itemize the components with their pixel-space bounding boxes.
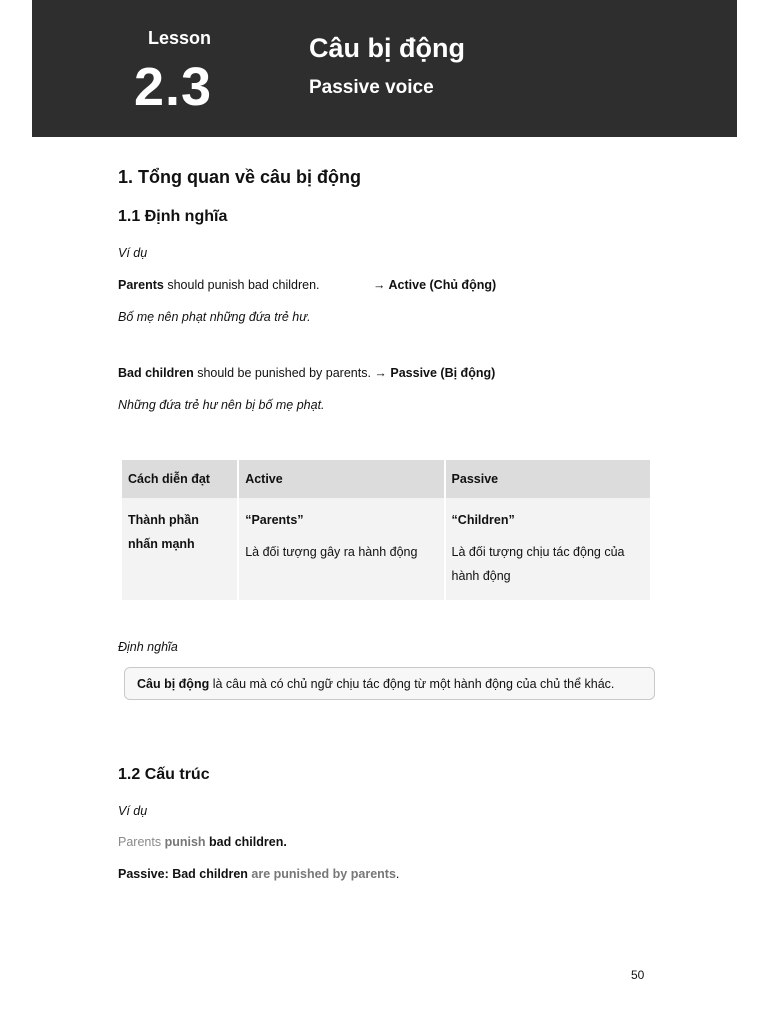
verb-word: punish: [161, 835, 206, 849]
object-words: bad children.: [205, 835, 287, 849]
active-tag: → Active (Chủ động): [373, 278, 497, 292]
structure-active-sentence: [118, 835, 287, 849]
passive-sentence-rest: should be punished by parents.: [193, 366, 375, 380]
active-subject: Parents: [118, 278, 164, 292]
lesson-title-english: Passive voice: [309, 77, 434, 98]
active-key: “Parents”: [245, 513, 304, 527]
lesson-header: [32, 0, 737, 137]
subsection-heading-definition: 1.1 Định nghĩa: [118, 208, 228, 225]
example-label-structure: Ví dụ: [118, 804, 148, 818]
passive-tag: → Passive (Bị động): [374, 366, 496, 380]
structure-passive-sentence: [118, 867, 399, 881]
table-header-cell: Passive: [446, 460, 650, 498]
lesson-title-vietnamese: Câu bị động: [309, 33, 465, 63]
table-header-cell: Active: [239, 460, 443, 498]
definition-term: Câu bị động: [137, 677, 210, 691]
page-number: 50: [631, 968, 645, 982]
active-translation: Bố mẹ nên phạt những đứa trẻ hư.: [118, 310, 311, 324]
lesson-number: 2.3: [134, 57, 213, 117]
passive-translation: Những đứa trẻ hư nên bị bố mẹ phạt.: [118, 398, 325, 412]
passive-prefix: Passive: Bad children: [118, 867, 248, 881]
active-sentence-rest: should punish bad children.: [163, 278, 320, 292]
passive-verb: are punished by: [247, 867, 348, 881]
passive-subject: Bad children: [118, 366, 194, 380]
section-heading-overview: 1. Tổng quan về câu bị động: [118, 167, 362, 187]
passive-description: Là đối tượng chịu tác động của hành động: [451, 545, 625, 583]
table-row: [122, 498, 650, 600]
subsection-heading-structure: 1.2 Cấu trúc: [118, 766, 210, 783]
passive-example-sentence: [118, 366, 495, 380]
definition-text: là câu mà có chủ ngữ chịu tác động từ một hành động của chủ thể khác.: [209, 677, 615, 691]
table-header-row: [122, 460, 650, 498]
agent-word: Parents: [118, 835, 162, 849]
table-cell-active: [239, 498, 443, 600]
table-cell-passive: [446, 498, 650, 600]
passive-agent: parents: [347, 867, 396, 881]
comparison-table: [120, 460, 652, 600]
lesson-label: Lesson: [148, 28, 212, 48]
passive-period: .: [395, 867, 400, 881]
passive-key: “Children”: [451, 513, 515, 527]
active-example-sentence: [118, 278, 398, 292]
example-label: Ví dụ: [118, 246, 148, 260]
table-row-label: Thành phần nhấn mạnh: [122, 498, 237, 600]
definition-box: [124, 667, 655, 700]
active-description: Là đối tượng gây ra hành động: [245, 545, 418, 559]
definition-label: Định nghĩa: [118, 640, 178, 654]
table-header-cell: Cách diễn đạt: [122, 460, 237, 498]
